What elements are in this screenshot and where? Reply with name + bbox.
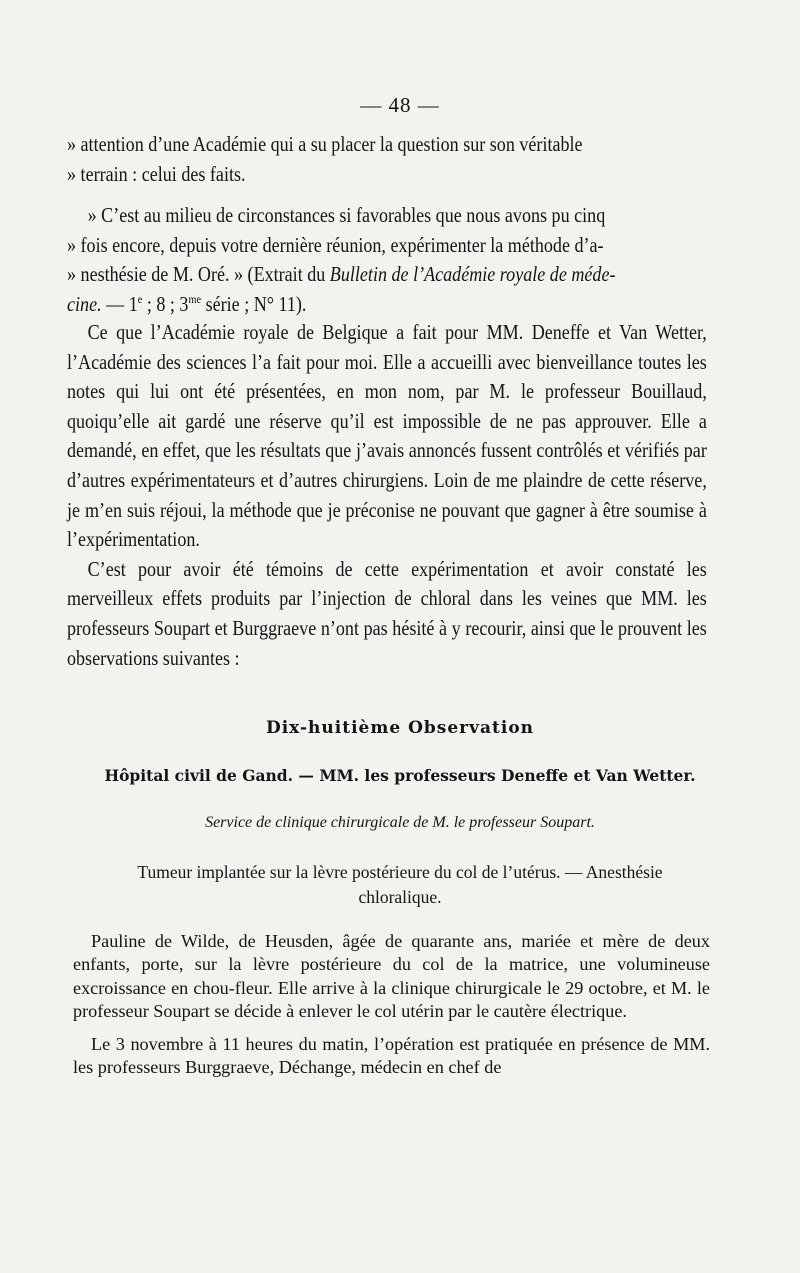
service-heading: Service de clinique chirurgicale de M. le professeur Soupart. — [205, 814, 595, 831]
citation-superscript: me — [188, 291, 202, 306]
citation-superscript: e — [137, 291, 143, 306]
citation-run: ; 8 ; 3 — [142, 291, 189, 316]
observation-title: Dix-huitième Observation — [265, 718, 535, 738]
quote-line: » fois encore, depuis votre dernière réunion, expérimenter la méthode d’a- — [67, 232, 604, 257]
bulletin-title-end: cine. — [67, 291, 102, 316]
quote-block — [67, 130, 707, 320]
citation-run: — 1 — [101, 291, 138, 316]
bulletin-title: Bulletin de l’Académie royale de méde- — [329, 262, 616, 287]
body-block-2 — [73, 930, 710, 1080]
hospital-heading: Hôpital civil de Gand. — MM. les professeurs Deneffe et Van Wetter. — [104, 766, 696, 785]
quote-line: » C’est au milieu de circonstances si favorables que nous avons pu cinq — [87, 203, 606, 228]
quote-text-run: » nesthésie de M. Oré. » (Extrait du — [67, 262, 330, 287]
quote-line — [67, 260, 707, 290]
quote-line: » attention d’une Académie qui a su placer la question sur son véritable — [67, 132, 583, 156]
body-text — [67, 318, 707, 673]
page-number: — 48 — — [360, 93, 440, 117]
case-subtitle: Tumeur implantée sur la lèvre postérieure du col de l’utérus. — Anesthésie chloralique. — [137, 862, 663, 907]
paragraph: Pauline de Wilde, de Heusden, âgée de quarante ans, mariée et mère de deux enfants, porte, sur la lèvre postérieure du col de la matrice, une volumineuse excroissance en chou-fleur. Elle arrive à la clinique chirurgicale le 29 octobre, et M. le professeur Soupart se décide à enlever le col utérin par le cautère électrique. — [73, 931, 710, 1021]
paragraph: C’est pour avoir été témoins de cette expérimentation et avoir constaté les merveilleux effets produits par l’injection de chloral dans les veines que MM. les professeurs Soupart et Burggraeve n’ont pas hésité à y recourir, ainsi que le prouvent les observations suivantes : — [67, 556, 707, 670]
body-block-1 — [67, 318, 707, 673]
citation-run: série ; N° 11). — [201, 291, 307, 316]
paragraph: Ce que l’Académie royale de Belgique a fait pour MM. Deneffe et Van Wetter, l’Académie des sciences l’a fait pour moi. Elle a accueilli avec bienveillance toutes les notes qui lui ont été présentées, en mon nom, par M. le professeur Bouillaud, quoiqu’elle ait gardé une réserve qu’il est impossible de ne pas approuver. Elle a demandé, en effet, que les résultats que j’avais annoncés fussent contrôlés et vérifiés par d’autres expérimentateurs et d’autres chirurgiens. Loin de me plaindre de cette réserve, je m’en suis réjoui, la méthode que je préconise ne pouvant que gagner à être soumise à l’expérimentation. — [67, 320, 707, 552]
quote-line — [67, 290, 707, 320]
paragraph: Le 3 novembre à 11 heures du matin, l’opération est pratiquée en présence de MM. les professeurs Burggraeve, Déchange, médecin en chef de — [73, 1034, 710, 1078]
quote-text — [67, 130, 707, 320]
quote-line: » terrain : celui des faits. — [67, 161, 246, 186]
